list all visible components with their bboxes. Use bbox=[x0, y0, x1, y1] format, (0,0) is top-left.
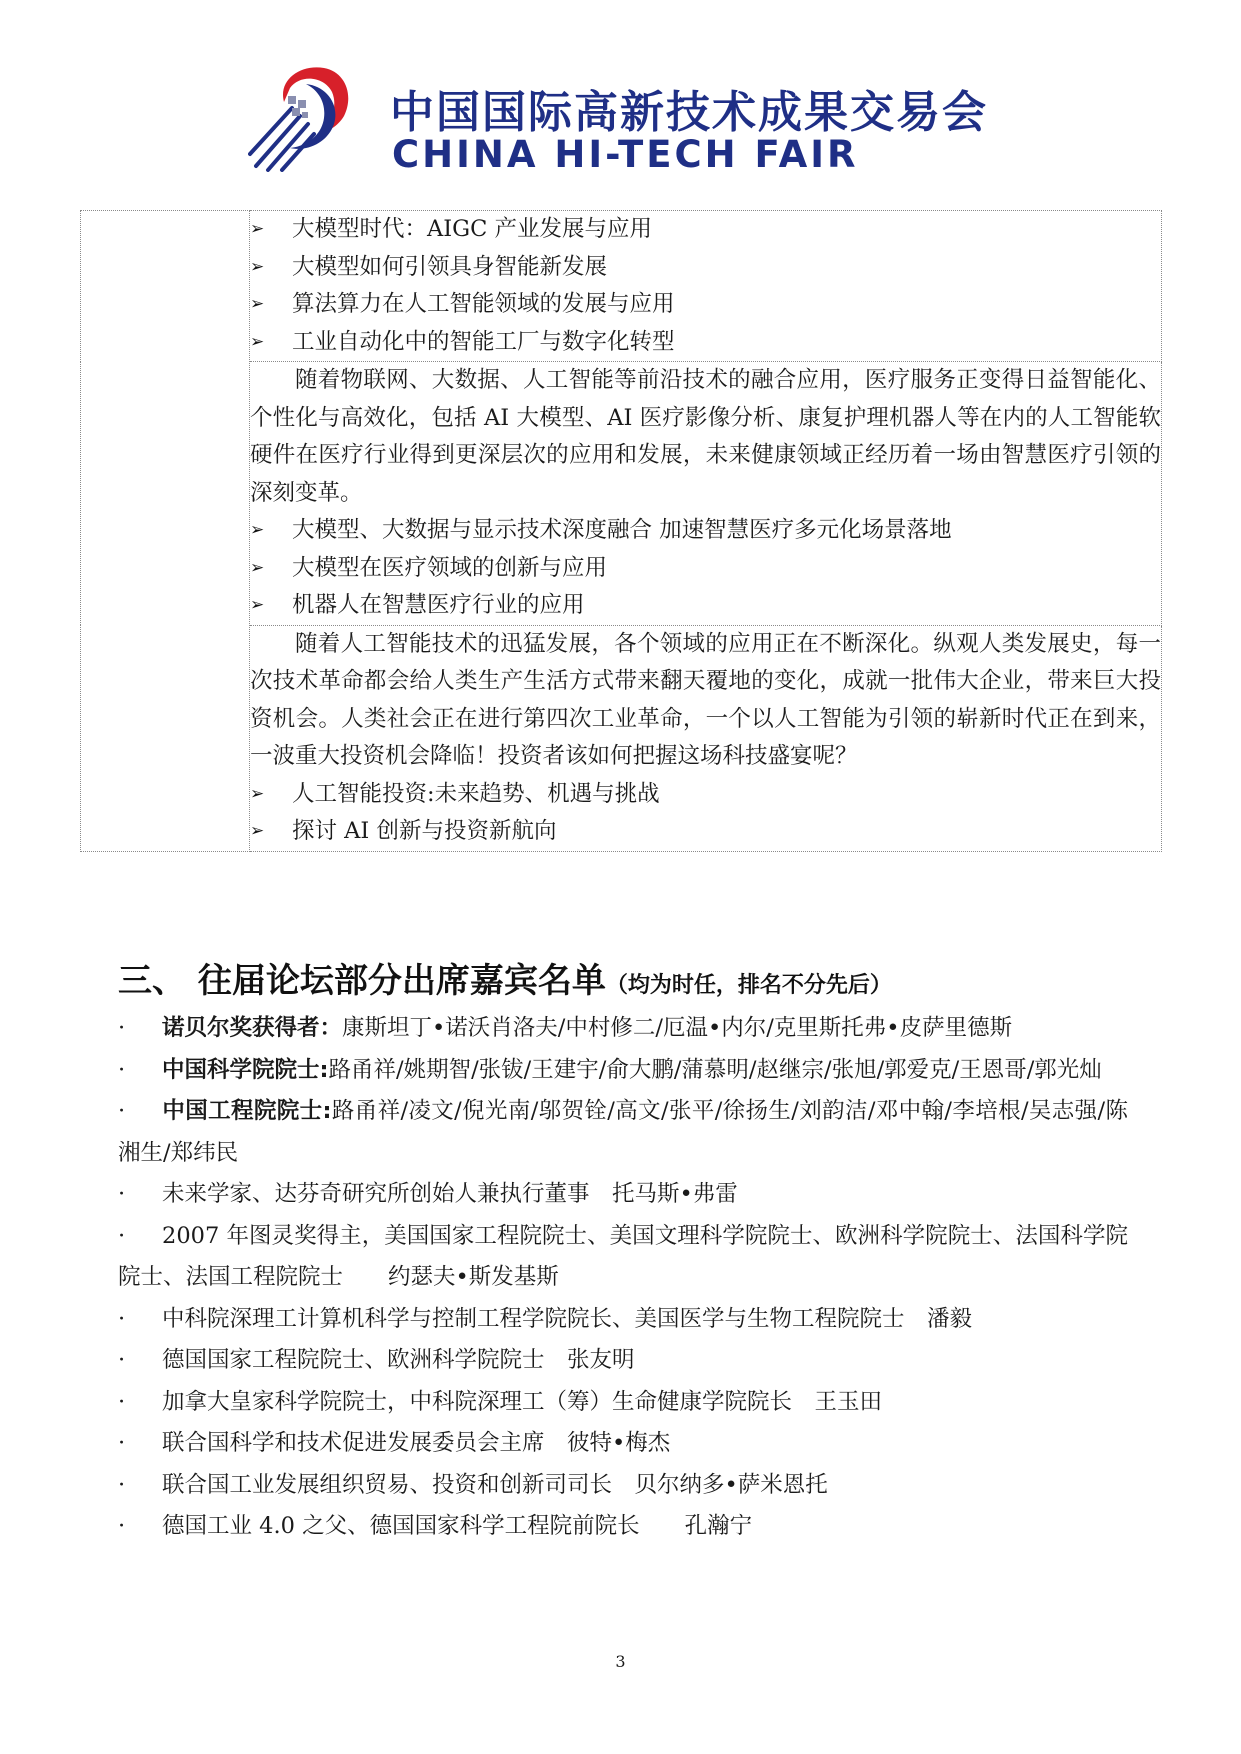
bullet-dot-icon: · bbox=[118, 1056, 126, 1083]
bullet-dot-icon: · bbox=[118, 1471, 126, 1498]
bullet-dot-icon: · bbox=[118, 1222, 126, 1249]
topic-cell bbox=[250, 625, 1162, 851]
guest-category: 中国工程院院士: bbox=[162, 1098, 332, 1124]
arrow-bullet-icon: ➢ bbox=[250, 294, 265, 314]
list-item bbox=[118, 1340, 1128, 1382]
section-title bbox=[118, 953, 892, 1002]
list-item: ➢ 大模型如何引领具身智能新发展 bbox=[250, 249, 1161, 287]
arrow-bullet-icon: ➢ bbox=[250, 520, 265, 540]
bullet-dot-icon: · bbox=[118, 1305, 126, 1332]
brand-name-cn: 中国国际高新技术成果交易会 bbox=[390, 87, 988, 138]
arrow-bullet-icon: ➢ bbox=[250, 557, 265, 578]
list-item bbox=[118, 1299, 1128, 1341]
list-item bbox=[118, 1423, 1128, 1465]
arrow-bullet-icon: ➢ bbox=[250, 331, 265, 352]
bullet-dot-icon: · bbox=[118, 1181, 126, 1207]
list-item: ➢ 大模型时代：AIGC 产业发展与应用 bbox=[250, 211, 1161, 249]
guest-entry: 中科院深理工计算机科学与控制工程学院院长、美国医学与生物工程院院士 潘毅 bbox=[162, 1305, 973, 1332]
topic-cell bbox=[250, 211, 1162, 362]
list-item bbox=[118, 1091, 1128, 1174]
list-item bbox=[118, 1506, 1128, 1548]
list-item: ➢ 人工智能投资:未来趋势、机遇与挑战 bbox=[250, 776, 1161, 814]
guest-entry: 2007 年图灵奖得主，美国国家工程院院士、美国文理科学院院士、欧洲科学院院士、法国科学院院士、法国工程院院士 约瑟夫•斯发基斯 bbox=[118, 1222, 1128, 1290]
brand-name-en: CHINA HI-TECH FAIR bbox=[392, 133, 859, 176]
arrow-bullet-icon: ➢ bbox=[250, 595, 265, 615]
arrow-bullet-icon: ➢ bbox=[250, 219, 265, 239]
section-heading: 三、 往届论坛部分出席嘉宾名单 bbox=[118, 961, 606, 1001]
guest-entry: 加拿大皇家科学院院士，中科院深理工（筹）生命健康学院院长 王玉田 bbox=[162, 1388, 883, 1415]
guest-entry: 联合国科学和技术促进发展委员会主席 彼特•梅杰 bbox=[162, 1430, 671, 1456]
page-number: 3 bbox=[615, 1652, 626, 1671]
guest-list bbox=[118, 1008, 1128, 1548]
bullet-dot-icon: · bbox=[118, 1430, 126, 1456]
list-item: ➢ 工业自动化中的智能工厂与数字化转型 bbox=[250, 324, 1161, 362]
forum-topics-table bbox=[80, 210, 1162, 852]
bullet-dot-icon: · bbox=[118, 1388, 126, 1415]
guest-category: 中国科学院院士: bbox=[162, 1056, 329, 1083]
guest-entry: 德国工业 4.0 之父、德国国家科学工程院前院长 孔瀚宁 bbox=[162, 1513, 753, 1539]
list-item bbox=[118, 1008, 1128, 1050]
list-item: ➢ 机器人在智慧医疗行业的应用 bbox=[250, 587, 1161, 625]
list-item: ➢ 大模型、大数据与显示技术深度融合 加速智慧医疗多元化场景落地 bbox=[250, 512, 1161, 550]
topic-cell bbox=[250, 362, 1162, 626]
topic-description: 随着物联网、大数据、人工智能等前沿技术的融合应用，医疗服务正变得日益智能化、个性化与高效化，包括 AI 大模型、AI 医疗影像分析、康复护理机器人等在内的人工智能软硬件在医疗行业得到更深层次的应用和发展，未来健康领域正经历着一场由智慧医疗引领的深刻变革。 bbox=[250, 367, 1161, 506]
arrow-bullet-icon: ➢ bbox=[250, 821, 265, 841]
guest-entry: 联合国工业发展组织贸易、投资和创新司司长 贝尔纳多•萨米恩托 bbox=[162, 1471, 828, 1498]
guest-names: 路甬祥/姚期智/张钹/王建宇/俞大鹏/蒲慕明/赵继宗/张旭/郭爱克/王恩哥/郭光灿 bbox=[328, 1056, 1102, 1083]
guest-entry: 未来学家、达芬奇研究所创始人兼执行董事 托马斯•弗雷 bbox=[162, 1181, 738, 1207]
table-row bbox=[81, 211, 1162, 362]
china-hi-tech-fair-logo-icon bbox=[248, 62, 360, 172]
list-item: ➢ 算法算力在人工智能领域的发展与应用 bbox=[250, 286, 1161, 324]
guest-names: 路甬祥/凌文/倪光南/邬贺铨/高文/张平/徐扬生/刘韵洁/邓中翰/李培根/吴志强/陈湘生/郑纬民 bbox=[118, 1098, 1129, 1166]
list-item bbox=[118, 1216, 1128, 1299]
list-item bbox=[118, 1465, 1128, 1507]
guest-entry: 德国国家工程院院士、欧洲科学院院士 张友明 bbox=[162, 1347, 635, 1373]
topic-description: 随着人工智能技术的迅猛发展，各个领域的应用正在不断深化。纵观人类发展史，每一次技术革命都会给人类生产生活方式带来翻天覆地的变化，成就一批伟大企业，带来巨大投资机会。人类社会正在进行第四次工业革命，一个以人工智能为引领的崭新时代正在到来，一波重大投资机会降临！投资者该如何把握这场科技盛宴呢？ bbox=[250, 630, 1161, 769]
bullet-dot-icon: · bbox=[118, 1098, 126, 1124]
list-item: ➢ 大模型在医疗领域的创新与应用 bbox=[250, 550, 1161, 588]
list-item bbox=[118, 1174, 1128, 1216]
arrow-bullet-icon: ➢ bbox=[250, 256, 265, 277]
bullet-dot-icon: · bbox=[118, 1347, 126, 1373]
bullet-dot-icon: · bbox=[118, 1015, 126, 1041]
guest-names: 康斯坦丁•诺沃肖洛夫/中村修二/厄温•内尔/克里斯托弗•皮萨里德斯 bbox=[342, 1015, 1013, 1041]
arrow-bullet-icon: ➢ bbox=[250, 783, 265, 804]
guest-category: 诺贝尔奖获得者： bbox=[162, 1015, 343, 1041]
page-header bbox=[248, 56, 1028, 176]
list-item bbox=[118, 1382, 1128, 1424]
list-item: ➢ 探讨 AI 创新与投资新航向 bbox=[250, 813, 1161, 851]
list-item bbox=[118, 1050, 1128, 1092]
section-note: （均为时任，排名不分先后） bbox=[605, 973, 892, 998]
bullet-dot-icon: · bbox=[118, 1513, 126, 1539]
table-label-cell bbox=[81, 211, 250, 852]
